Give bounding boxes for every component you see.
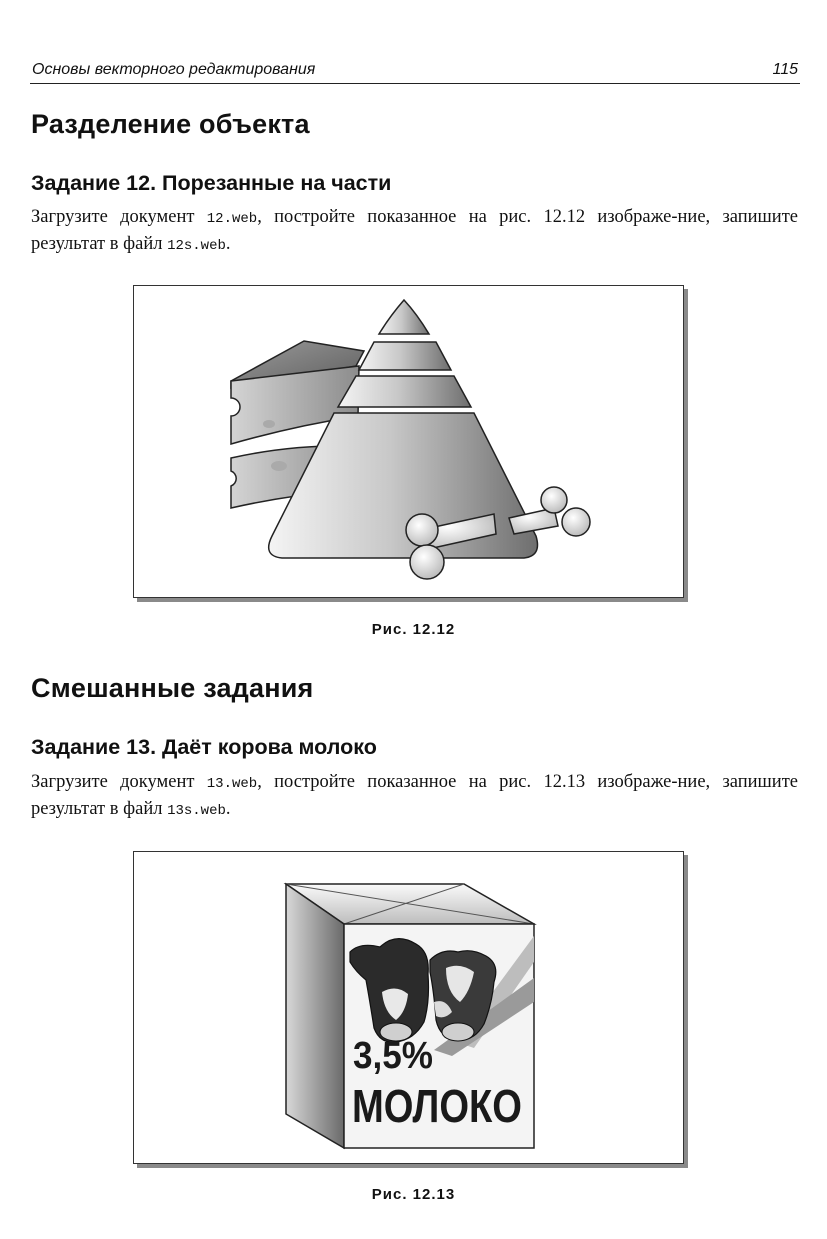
task-12-result-file: 12s.web bbox=[167, 238, 226, 254]
task-12-heading: Задание 12. Порезанные на части bbox=[31, 171, 392, 195]
carton-milk-label: МОЛОКО bbox=[352, 1080, 522, 1132]
section-heading-splitting: Разделение объекта bbox=[31, 109, 310, 139]
carton-side bbox=[286, 884, 344, 1148]
task-12-text-b: , постройте показанное на рис. 12.12 изображе-ние, запишите результат в файл bbox=[31, 207, 798, 254]
task-13-text-a: Загрузите документ bbox=[31, 772, 207, 792]
task-12-text-a: Загрузите документ bbox=[31, 207, 207, 227]
task-12-text bbox=[31, 204, 798, 258]
figure-12-12 bbox=[133, 285, 684, 598]
figure-12-12-caption: Рис. 12.12 bbox=[371, 621, 456, 638]
task-12-text-c: . bbox=[225, 234, 231, 254]
cheese-pyramid-bone-illustration bbox=[134, 286, 683, 597]
milk-carton-illustration bbox=[134, 852, 683, 1163]
section-heading-mixed: Смешанные задания bbox=[31, 673, 314, 703]
page-number: 115 bbox=[772, 61, 798, 78]
figure-12-13-caption: Рис. 12.13 bbox=[371, 1186, 456, 1203]
task-13-text bbox=[31, 769, 798, 823]
pyramid bbox=[269, 300, 538, 558]
running-head-title: Основы векторного редактирования bbox=[32, 61, 316, 78]
task-13-text-b: , постройте показанное на рис. 12.13 изображе-ние, запишите результат в файл bbox=[31, 772, 798, 819]
carton-fat-label: 3,5% bbox=[353, 1035, 433, 1077]
task-13-text-c: . bbox=[225, 799, 231, 819]
task-13-heading: Задание 13. Даёт корова молоко bbox=[31, 735, 377, 759]
task-13-source-file: 13.web bbox=[206, 776, 258, 792]
figure-12-13 bbox=[133, 851, 684, 1164]
task-12-source-file: 12.web bbox=[206, 211, 258, 227]
running-head bbox=[30, 59, 800, 84]
task-13-result-file: 13s.web bbox=[167, 803, 226, 819]
